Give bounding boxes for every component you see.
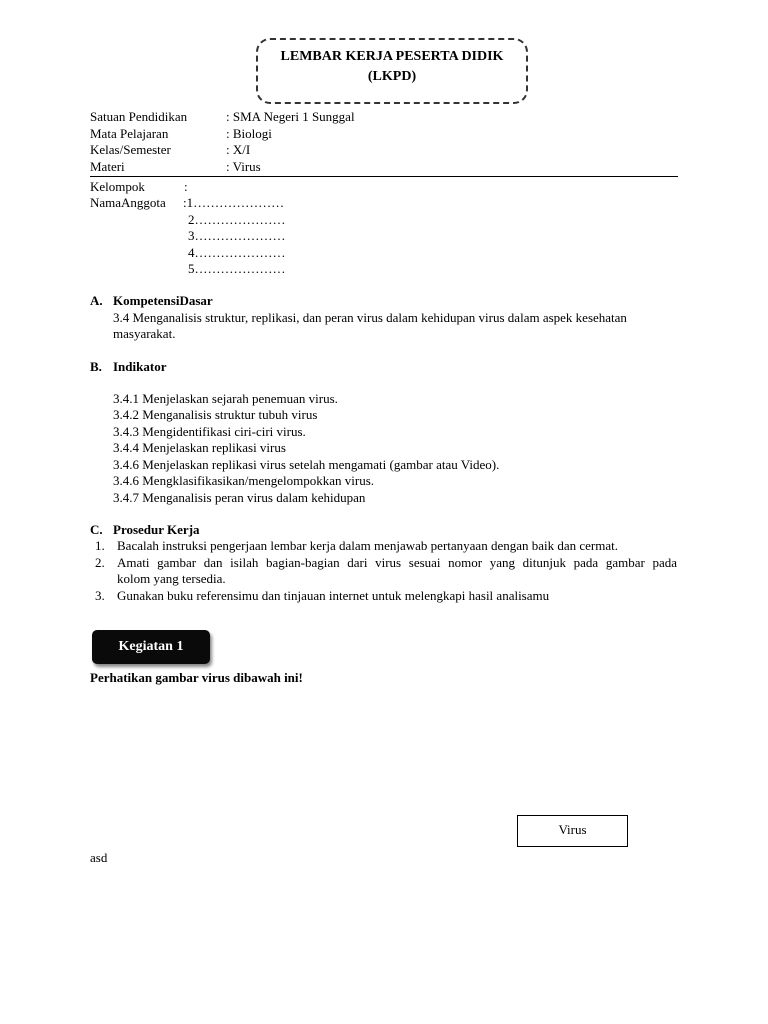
indicator-item: 3.4.6 Mengklasifikasikan/mengelompokkan virus. [113,473,375,488]
section-c-heading [90,522,200,539]
procedure-text: Gunakan buku referensimu dan tinjauan internet untuk melengkapi hasil analisamu [117,588,550,603]
kegiatan-badge: Kegiatan 1 [92,630,210,664]
section-number: B. [90,359,102,374]
document-subtitle: (LKPD) [367,69,417,84]
member-line: 4………………… [188,245,286,260]
procedure-number: 2. [95,555,105,570]
indicator-item: 3.4.3 Mengidentifikasi ciri-ciri virus. [113,424,306,439]
kd-text-line: 3.4 Menganalisis struktur, replikasi, dan peran virus dalam kehidupan virus dalam aspek kesehatan [113,310,627,325]
indicator-item: 3.4.1 Menjelaskan sejarah penemuan virus. [113,391,338,406]
footer-text: asd [90,850,108,865]
member-line: :1………………… [183,195,285,210]
member-line: 2………………… [188,212,286,227]
section-title: Indikator [113,359,167,374]
info-label: Mata Pelajaran [90,126,169,141]
virus-label-box: Virus [517,815,628,847]
procedure-number: 3. [95,588,105,603]
indicator-item: 3.4.6 Menjelaskan replikasi virus setelah mengamati (gambar atau Video). [113,457,500,472]
info-label: Satuan Pendidikan [90,109,188,124]
section-b-heading [90,359,166,376]
kd-text-line: masyarakat. [113,326,176,341]
document-title: LEMBAR KERJA PESERTA DIDIK [280,49,504,64]
indicator-item: 3.4.2 Menganalisis struktur tubuh virus [113,407,318,422]
section-a-heading [90,293,213,310]
section-title: Prosedur Kerja [113,522,200,537]
procedure-text: Bacalah instruksi pengerjaan lembar kerja dalam menjawab pertanyaan dengan baik dan cermat. [117,538,619,553]
activity-instruction: Perhatikan gambar virus dibawah ini! [90,670,303,685]
header-divider [90,176,678,177]
info-label: Materi [90,159,125,174]
section-title: KompetensiDasar [113,293,213,308]
member-line: 5………………… [188,261,286,276]
title-box [256,38,528,104]
procedure-number: 1. [95,538,105,553]
procedure-text: kolom yang tersedia. [117,571,226,586]
info-value: : X/I [226,142,251,157]
info-value: : Virus [226,159,261,174]
section-number: A. [90,293,103,308]
info-value: : Biologi [226,126,272,141]
indicator-item: 3.4.7 Menganalisis peran virus dalam kehidupan [113,490,366,505]
member-line: 3………………… [188,228,286,243]
section-number: C. [90,522,103,537]
kelompok-label: Kelompok [90,179,145,194]
kelompok-colon: : [184,179,188,194]
info-value: : SMA Negeri 1 Sunggal [226,109,355,124]
info-label: Kelas/Semester [90,142,171,157]
indicator-item: 3.4.4 Menjelaskan replikasi virus [113,440,286,455]
procedure-text: Amati gambar dan isilah bagian-bagian dari virus sesuai nomor yang ditunjuk pada gambar pada [117,555,677,570]
anggota-label: NamaAnggota [90,195,166,210]
